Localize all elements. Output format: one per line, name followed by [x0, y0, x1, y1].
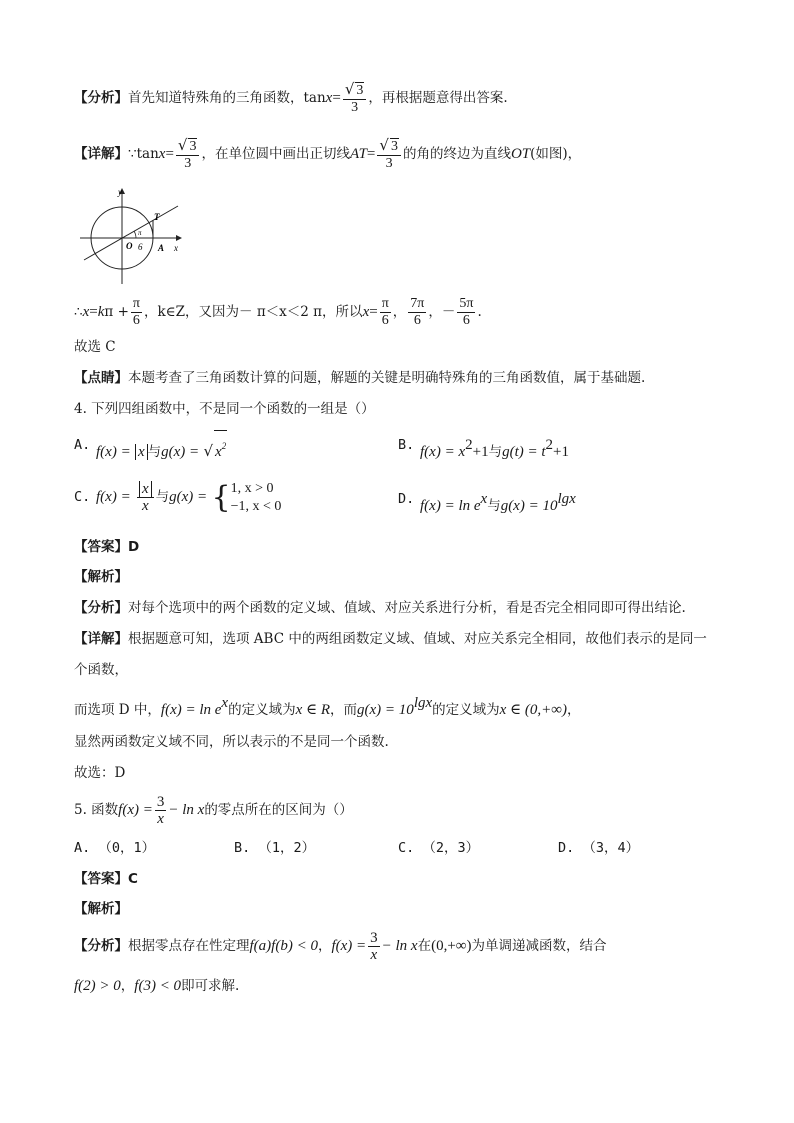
q5-answer: 【答案】C	[74, 871, 138, 887]
label-y: y	[118, 187, 122, 197]
fraction-3-over-x-b: $\frac{3}{x}$	[370, 930, 378, 963]
q5-analysis-2: f(2) > 0，f(3) < 0即可求解.	[74, 978, 240, 994]
q4-detail-1: 【详解】根据题意可知，选项 ABC 中的两组函数定义域、值域、对应关系完全相同，故他们表示的是同一	[74, 631, 707, 647]
q4-option-a: A. f(x) = x 与g(x) = √ $x^2$	[74, 430, 724, 460]
fraction-sqrt3-over-3: $\frac{√ 3}{3}$	[343, 81, 367, 116]
comment-3	[74, 368, 724, 388]
equals: =	[332, 90, 341, 106]
q4-select: 故选：D	[74, 765, 126, 781]
detail-3: 【详解】∵tanx= $\frac{√ 3}{3}$ ，在单位圆中画出正切线AT= $\frac{√ 3}{3}$ 的角的终边为直线OT(如图)，	[74, 136, 582, 171]
q5-analysis-1: 【分析】根据零点存在性定理f(a)f(b) < 0，f(x) = $\frac{3}{x}$ − ln x在(0,+∞)为单调递减函数，结合	[74, 930, 607, 963]
label-o: O	[126, 241, 133, 251]
var-x: x	[325, 90, 333, 106]
label-a: A	[158, 243, 165, 253]
q4-detail-2: 个函数，	[74, 662, 128, 678]
q4-option-c: C. f(x) = $\frac{x}{x}$ 与g(x) = { 1, x > 0 −1, x < 0	[74, 479, 282, 515]
analysis-text-1: 首先知道特殊角的三角函数，tan	[128, 90, 326, 106]
q5-option-d: D. （3，4）	[558, 840, 640, 856]
label-at: AT	[349, 146, 367, 162]
unit-circle-figure	[78, 184, 188, 286]
x-axis-arrow-icon	[176, 235, 182, 241]
comment-text: 本题考查了三角函数计算的问题，解题的关键是明确特殊角的三角函数值，属于基础题.	[128, 370, 646, 386]
fraction-5pi-6: $\frac{5\pi}{6}$	[459, 296, 474, 328]
detail-text-3: (如图)，	[530, 146, 582, 162]
label-6: 6	[138, 242, 143, 252]
q4-answer: 【答案】D	[74, 539, 140, 555]
conclusion-3: ∴x=kπ + $\frac{\pi}{6}$ ，k∈Z，又因为－ π＜x＜2 π，所以x= $\frac{\pi}{6}$ ， $\frac{7\pi}{6}$ ，－ $\frac{5\pi}{6}$ .	[74, 296, 482, 328]
q4-jiexi: 【解析】	[74, 569, 128, 585]
fraction-abs-x-over-x: $\frac{x}{x}$	[137, 481, 154, 514]
detail-text-2: 的角的终边为直线	[402, 146, 511, 162]
q5-jiexi: 【解析】	[74, 901, 128, 917]
q5-option-c: C. （2，3）	[398, 840, 480, 856]
detail-text-1: ，在单位圆中画出正切线	[201, 146, 350, 162]
label-pi: π	[138, 229, 142, 237]
label-ot: OT	[510, 146, 531, 162]
q4-option-b: B. $f(x) = x^2+1$与$g(t) = t^2+1$	[398, 437, 569, 460]
analysis-text-2: ，再根据题意得出答案.	[368, 90, 508, 106]
frac-num: 3	[356, 83, 364, 98]
label-t: T	[154, 212, 160, 222]
q4-detail-4: 显然两函数定义域不同，所以表示的不是同一个函数.	[74, 734, 389, 750]
frac-den: 3	[184, 156, 192, 171]
fraction-pi-6: $\frac{\pi}{6}$	[132, 296, 140, 328]
angle-arc	[134, 231, 136, 238]
frac-num: 3	[189, 139, 197, 154]
conclusion-cond: ，k∈Z，又因为－ π＜x＜2 π，所以	[143, 304, 363, 320]
analysis-tag: 【分析】	[74, 90, 128, 106]
therefore: ∴	[74, 304, 83, 320]
q4-detail-3: 而选项 D 中，$f(x) = \ln e^x$的定义域为x ∈ R，而$g(x) = 10^{lgx}$的定义域为x ∈ (0,+∞)，	[74, 695, 581, 718]
q4-title: 4. 下列四组函数中，不是同一个函数的一组是（）	[74, 401, 375, 417]
detail-tag: 【详解】	[74, 146, 128, 162]
because-tan: ∵tan	[128, 146, 159, 162]
fraction-sqrt3-over-3: $\frac{√ 3}{3}$	[176, 137, 200, 172]
fraction-pi-6-b: $\frac{\pi}{6}$	[381, 296, 389, 328]
analysis-3	[74, 78, 724, 118]
var-x: x	[158, 146, 166, 162]
fraction-7pi-6: $\frac{7\pi}{6}$	[410, 296, 425, 328]
label-x: x	[174, 243, 178, 253]
select-3: 故选 C	[74, 339, 116, 355]
q5-title: 5. 函数f(x) = $\frac{3}{x}$ − ln x的零点所在的区间为（）	[74, 794, 353, 827]
frac-den: 3	[351, 100, 359, 115]
q5-option-b: B. （1，2）	[234, 840, 316, 856]
fraction-sqrt3-over-3-b: $\frac{√ 3}{3}$	[377, 137, 401, 172]
q4-option-d: D. $f(x) = \ln e^x$与$g(x) = 10^{lgx}$	[398, 491, 576, 514]
q5-option-a: A. （0，1）	[74, 840, 156, 856]
q4-analysis: 【分析】对每个选项中的两个函数的定义域、值域、对应关系进行分析，看是否完全相同即可得出结论.	[74, 600, 686, 616]
comment-tag: 【点睛】	[74, 370, 128, 386]
equals: =	[165, 146, 174, 162]
fraction-3-over-x: $\frac{3}{x}$	[156, 794, 165, 827]
